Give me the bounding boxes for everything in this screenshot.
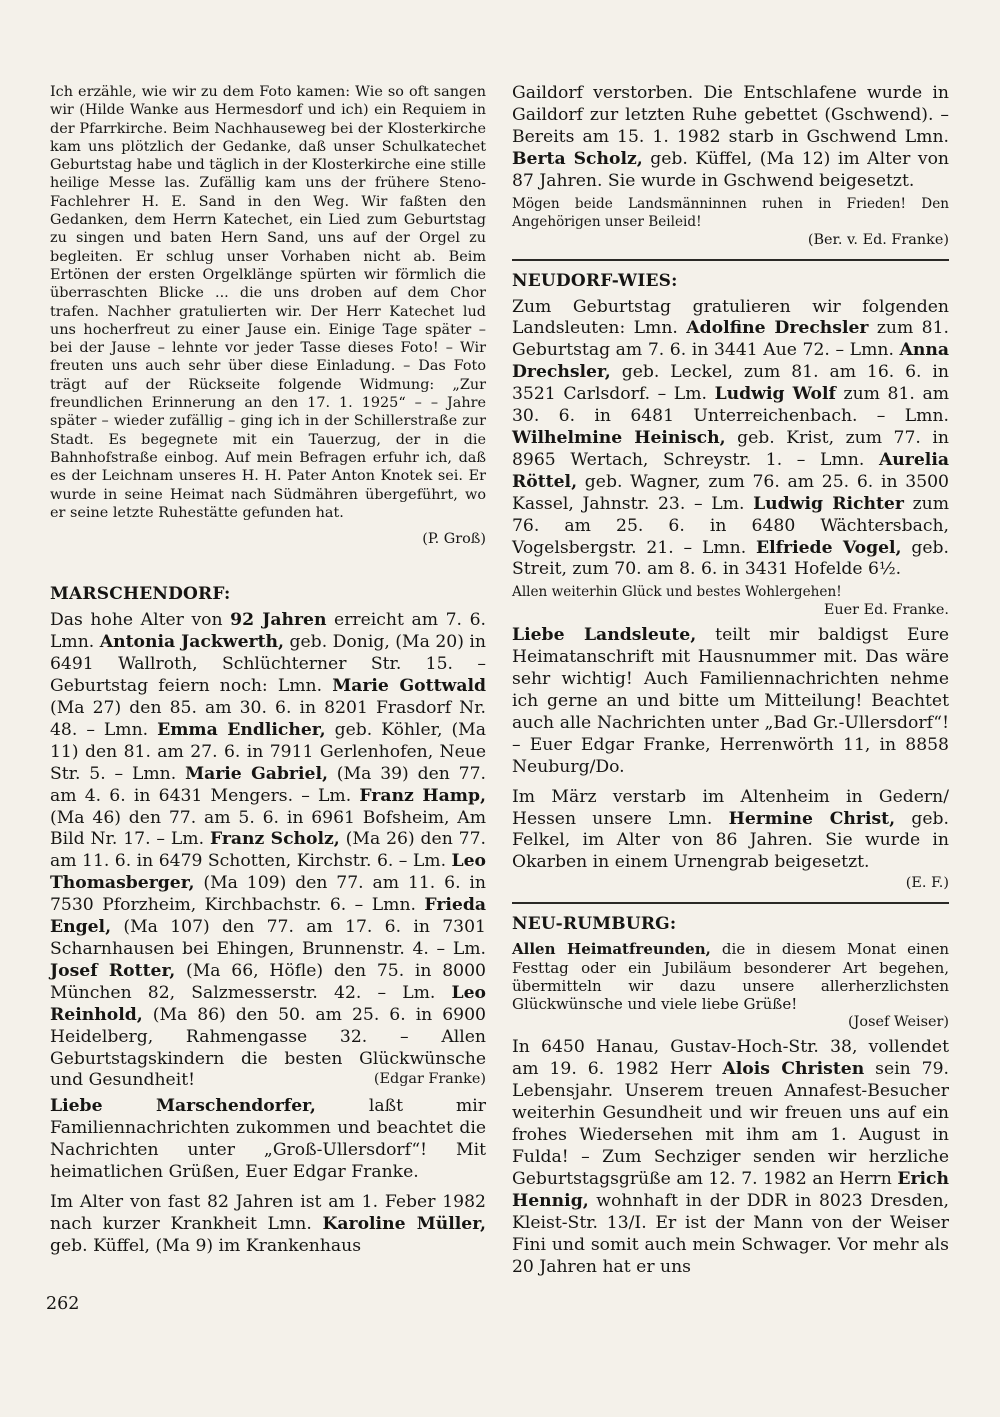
bold-name: Franz Scholz, — [209, 829, 340, 850]
bold-name: Anna Drechsler, — [512, 340, 949, 383]
condolence-signature: (Ber. v. Ed. Franke) — [807, 231, 949, 248]
bold-name: 92 Jahren — [230, 610, 327, 631]
bold-name: Josef Rotter, — [50, 960, 176, 981]
bold-name: Allen Heimatfreunden, — [512, 940, 711, 959]
bold-name: Franz Hamp, — [359, 785, 486, 806]
neudorf-wies-obituary: Im März verstarb im Altenheim in Gedern/ Hessen unsere Lmn. Hermine Christ, geb. Felkel, im Alter von 86 Jahren. Sie wurde in Okarben in einem Urnengrab beigesetzt. — [512, 786, 949, 873]
bold-name: Antonia Jackwerth, — [99, 632, 285, 653]
bold-name: Marie Gabriel, — [185, 763, 328, 784]
story-section — [50, 83, 486, 548]
neu-rumburg-birthdays: In 6450 Hanau, Gustav-Hoch-Str. 38, vollendet am 19. 6. 1982 Herr Alois Christen sein 79. Lebensjahr. Unserem treuen Annafest-Besucher weiterhin Gesundheit und wir freuen uns auf ein frohes Wiedersehen mit ihm am 1. August in Fulda! – Zum Sechziger senden wir herzliche Geburtstagsgrüße am 12. 7. 1982 an Herrn Erich Hennig, wohnhaft in der DDR in 8023 Dresden, Kleist-Str. 13/I. Er ist der Mann von der Weiser Fini und somit auch mein Schwager. Vor mehr als 20 Jahren hat er uns — [512, 1037, 949, 1277]
story-paragraph: Ich erzähle, wie wir zu dem Foto kamen: Wie so oft sangen wir (Hilde Wanke aus Hermesdorf und ich) ein Requiem in der Pfarrkirche. Beim Nachhauseweg bei der Klosterkirche kam uns plötzlich der Gedanke, daß unser Schulkatechet Geburtstag habe und täglich in der Klosterkirche eine stille heilige Messe las. Zufällig kam uns der frühere Steno-Fachlehrer H. E. Sand in den Weg. Wir faßten den Gedanken, dem Herrn Katechet, ein Lied zum Geburtstag zu singen und baten Hern Sand, uns auf der Orgel zu begleiten. Er schlug unser Vorhaben nicht ab. Beim Ertönen der ersten Orgelklänge spürten wir förmlich die überraschten Blicke ... die uns droben auf dem Chor trafen. Nachher gratulierten wir. Der Herr Katechet lud uns hocherfreut zu einer Jause ein. Einige Tage später – bei der Jause – lehnte vor jeder Tasse dieses Foto! – Wir freuten uns auch sehr über diese Einladung. – Das Foto trägt auf der Rückseite folgende Widmung: „Zur freundlichen Erinnerung an den 17. 1. 1925“ – – Jahre später – wieder zufällig – ging ich in der Schillerstraße zur Stadt. Es begegnete mit ein Tauerzug, der in die Bahnhofstraße einbog. Auf mein Befragen erfuhr ich, daß es der Leichnam unseres H. H. Pater Anton Knotek sei. Er wurde in seine Heimat nach Südmähren übergeführt, wo er seine letzte Ruhestätte gefunden hat. — [50, 84, 486, 521]
story-signature: (P. Groß) — [422, 531, 486, 548]
bold-name: Berta Scholz, — [512, 148, 643, 169]
right-column — [512, 83, 949, 1286]
neudorf-obituary-signature: (E. F.) — [905, 875, 949, 892]
bold-name: Liebe Landsleute, — [512, 625, 697, 646]
section-divider — [512, 259, 949, 261]
bold-name: Leo Reinhold, — [50, 982, 486, 1025]
bold-name: Aurelia Röttel, — [512, 449, 949, 492]
neudorf-wish-signature: Euer Ed. Franke. — [823, 602, 949, 619]
neu-rumburg-greeting-signature: (Josef Weiser) — [848, 1014, 949, 1031]
marschendorf-birthdays-signature: (Edgar Franke) — [373, 1071, 486, 1088]
neu-rumburg-heading: NEU-RUMBURG: — [512, 914, 677, 935]
bold-name: Erich Hennig, — [512, 1168, 949, 1211]
left-column — [50, 83, 486, 1266]
bold-name: Alois Christen — [722, 1059, 865, 1080]
neudorf-wies-heading: NEUDORF-WIES: — [512, 270, 678, 291]
bold-name: Emma Endlicher, — [157, 719, 326, 740]
bold-name: Karoline Müller, — [322, 1213, 486, 1234]
bold-name: Adolfine Drechsler — [686, 318, 869, 339]
bold-name: Frieda Engel, — [50, 895, 486, 938]
bold-name: Marie Gottwald — [332, 676, 487, 697]
marschendorf-obituary: Im Alter von fast 82 Jahren ist am 1. Feber 1982 nach kurzer Krankheit Lmn. Karoline Müller, geb. Küffel, (Ma 9) im Krankenhaus — [50, 1191, 486, 1256]
section-divider — [512, 902, 949, 904]
neu-rumburg-greeting: Allen Heimatfreunden, die in diesem Monat einen Festtag oder ein Jubiläum besonderer Art begehen, übermitteln wir dazu unsere allerherzlichsten Glückwünsche und viele liebe Grüße! — [512, 940, 950, 1014]
bold-name: Wilhelmine Heinisch, — [512, 427, 726, 448]
page-number: 262 — [46, 1294, 80, 1314]
bold-name: Liebe Marschendorfer, — [50, 1096, 316, 1117]
neudorf-wish: Allen weiterhin Glück und bestes Wohlergehen! — [512, 584, 842, 601]
condolence-text: Mögen beide Landsmänninnen ruhen in Frieden! Den Angehörigen unser Beileid! — [512, 195, 949, 230]
marschendorf-appeal: Liebe Marschendorfer, laßt mir Familiennachrichten zukommen und beachtet die Nachrichten unter „Groß-Ullersdorf“! Mit heimatlichen Grüßen, Euer Edgar Franke. — [50, 1096, 486, 1183]
obituary-continuation: Gaildorf verstorben. Die Entschlafene wurde in Gaildorf zur letzten Ruhe gebettet (Gschwend). – Bereits am 15. 1. 1982 starb in Gschwend Lmn. Berta Scholz, geb. Küffel, (Ma 12) im Alter von 87 Jahren. Sie wurde in Gschwend beigesetzt. — [512, 83, 949, 191]
bold-name: Ludwig Wolf — [714, 384, 836, 405]
bold-name: Ludwig Richter — [753, 493, 904, 514]
bold-name: Leo Thomasberger, — [50, 851, 486, 894]
bold-name: Elfriede Vogel, — [756, 537, 902, 558]
bold-name: Hermine Christ, — [728, 808, 896, 829]
marschendorf-heading: MARSCHENDORF: — [50, 584, 231, 605]
neudorf-wies-birthdays: Zum Geburtstag gratulieren wir folgenden Landsleuten: Lmn. Adolfine Drechsler zum 81. Geburtstag am 7. 6. in 3441 Aue 72. – Lmn. Anna Drechsler, geb. Leckel, zum 81. am 16. 6. in 3521 Carlsdorf. – Lm. Ludwig Wolf zum 81. am 30. 6. in 6481 Unterreichenbach. – Lmn. Wilhelmine Heinisch, geb. Krist, zum 77. in 8965 Wertach, Schreystr. 1. – Lmn. Aurelia Röttel, geb. Wagner, zum 76. am 25. 6. in 3500 Kassel, Jahnstr. 23. – Lm. Ludwig Richter zum 76. am 25. 6. in 6480 Wächtersbach, Vogelsbergstr. 21. – Lmn. Elfriede Vogel, geb. Streit, zum 70. am 8. 6. in 3431 Hofelde 6½. — [512, 296, 950, 580]
marschendorf-birthdays: Das hohe Alter von 92 Jahren erreicht am 7. 6. Lmn. Antonia Jackwerth, geb. Donig, (Ma 20) in 6491 Wallroth, Schlüchterner Str. 15. – Geburtstag feiern noch: Lmn. Marie Gottwald (Ma 27) den 85. am 30. 6. in 8201 Frasdorf Nr. 48. – Lmn. Emma Endlicher, geb. Köhler, (Ma 11) den 81. am 27. 6. in 7911 Gerlenhofen, Neue Str. 5. – Lmn. Marie Gabriel, (Ma 39) den 77. am 4. 6. in 6431 Mengers. – Lm. Franz Hamp, (Ma 46) den 77. am 5. 6. in 6961 Bofsheim, Am Bild Nr. 17. – Lm. Franz Scholz, (Ma 26) den 77. am 11. 6. in 6479 Schotten, Kirchstr. 6. – Lm. Leo Thomasberger, (Ma 109) den 77. am 11. 6. in 7530 Pforzheim, Kirchbachstr. 6. – Lmn. Frieda Engel, (Ma 107) den 77. am 17. 6. in 7301 Scharnhausen bei Ehingen, Brunnenstr. 4. – Lm. Josef Rotter, (Ma 66, Höfle) den 75. in 8000 München 82, Salzmesserstr. 42. – Lm. Leo Reinhold, (Ma 86) den 50. am 25. 6. in 6900 Heidelberg, Rahmengasse 32. – Allen Geburtstagskindern die besten Glückwünsche und Gesundheit! — [50, 610, 487, 1091]
neudorf-wies-appeal: Liebe Landsleute, teilt mir baldigst Eure Heimatanschrift mit Hausnummer mit. Das wäre sehr wichtig! Auch Familiennachrichten nehme ich gerne an und bitte um Mitteilung! Beachtet auch alle Nachrichten unter „Bad Gr.-Ullersdorf“! – Euer Edgar Franke, Herrenwörth 11, in 8858 Neuburg/Do. — [512, 625, 950, 777]
